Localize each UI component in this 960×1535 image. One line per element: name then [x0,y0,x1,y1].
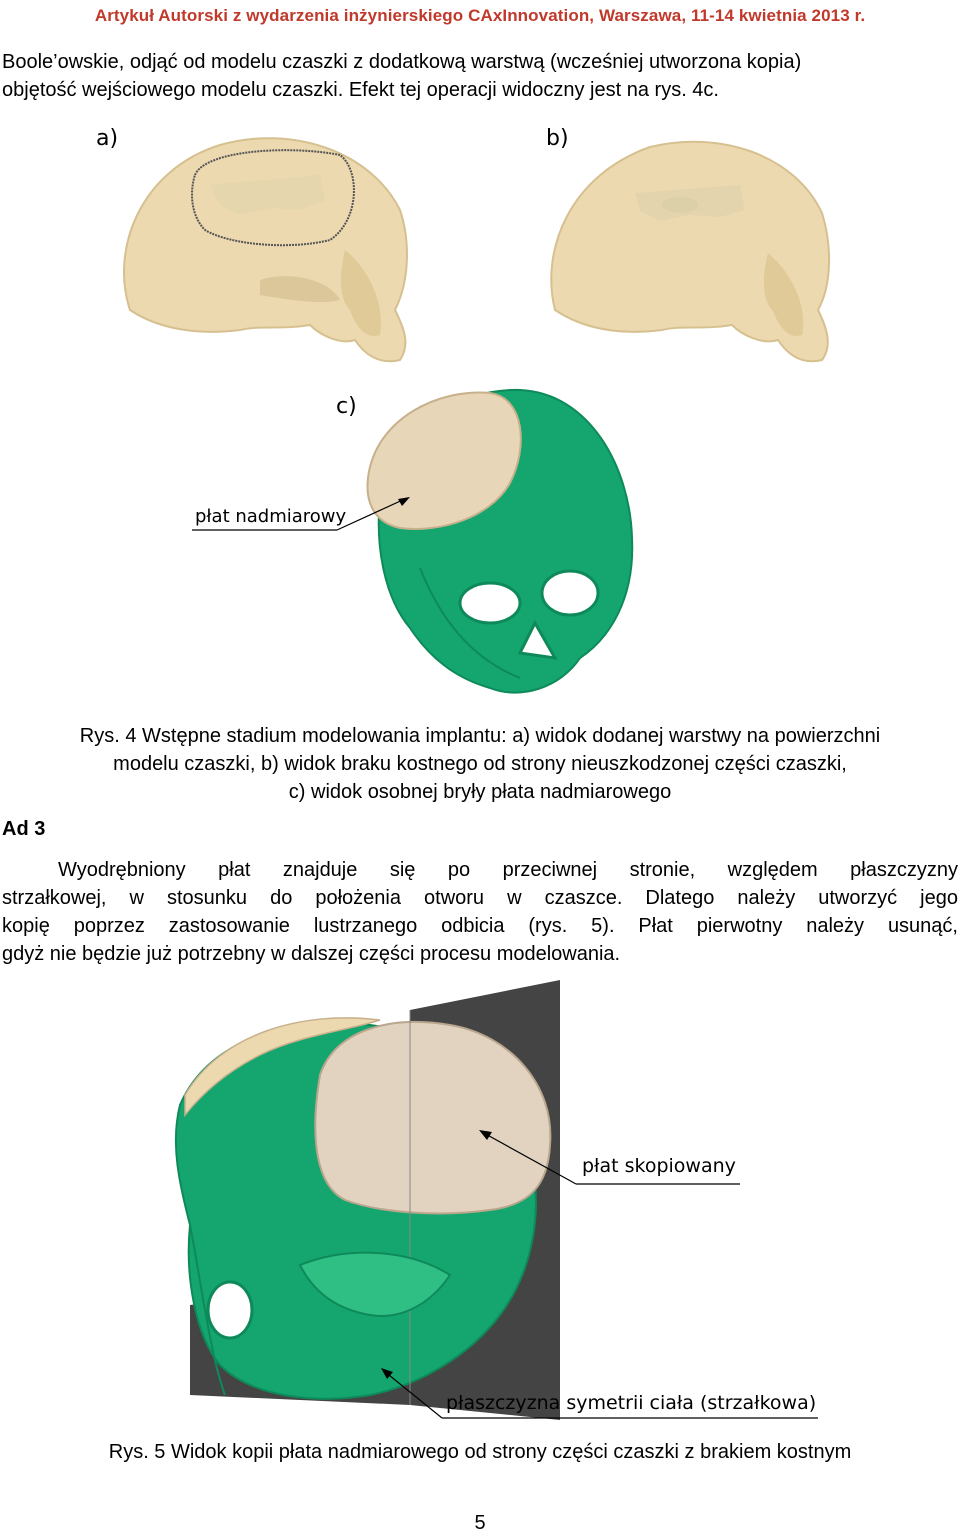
page-number: 5 [474,1512,486,1534]
figure-4b-skull-image [540,135,850,370]
figure-4-caption-line-2: modelu czaszki, b) widok braku kostnego od strony nieuszkodzonej części czaszki, [113,753,847,775]
figure-5-caption: Rys. 5 Widok kopii płata nadmiarowego od strony części czaszki z brakiem kostnym [108,1441,852,1463]
section-para-line-2: strzałkowej, w stosunku do położenia otworu w czaszce. Dlatego należy utworzyć jego [2,887,958,909]
intro-line-2: objętość wejściowego modelu czaszki. Efekt tej operacji widoczny jest na rys. 4c. [2,79,719,101]
intro-line-1: Boole’owskie, odjąć od modelu czaszki z dodatkową warstwą (wcześniej utworzona kopia) [2,51,802,73]
figure-5-callout-plate-leader [476,1128,746,1188]
figure-4c-skull-image [360,388,640,698]
section-para-line-4: gdyż nie będzie już potrzebny w dalszej części procesu modelowania. [2,943,621,965]
figure-4a-skull-image [110,130,430,370]
figure-5-callout-plane: płaszczyzna symetrii ciała (strzałkowa) [446,1392,817,1414]
figure-4c-callout: płat nadmiarowy [195,506,347,527]
figure-4-caption-line-1: Rys. 4 Wstępne stadium modelowania implantu: a) widok dodanej warstwy na powierzchni [79,725,881,747]
figure-5-skull-image [150,975,570,1425]
figure-4b-label: b) [546,126,569,151]
figure-4c-label: c) [336,394,357,419]
figure-4a-label: a) [96,126,119,151]
figure-5-callout-plane-leader [378,1365,823,1425]
section-heading: Ad 3 [2,818,46,840]
figure-4-caption-line-3: c) widok osobnej bryły płata nadmiarowego [288,781,672,803]
figure-4c-callout-leader [192,494,422,534]
figure-5-callout-plate: płat skopiowany [582,1155,736,1177]
section-para-line-1: Wyodrębniony płat znajduje się po przeciwnej stronie, względem płaszczyzny [58,859,958,881]
page-header: Artykuł Autorski z wydarzenia inżynierskiego CAxInnovation, Warszawa, 11-14 kwietnia 2013 r. [94,6,866,25]
section-para-line-3: kopię poprzez zastosowanie lustrzanego odbicia (rys. 5). Płat pierwotny należy usunąć, [2,915,958,937]
